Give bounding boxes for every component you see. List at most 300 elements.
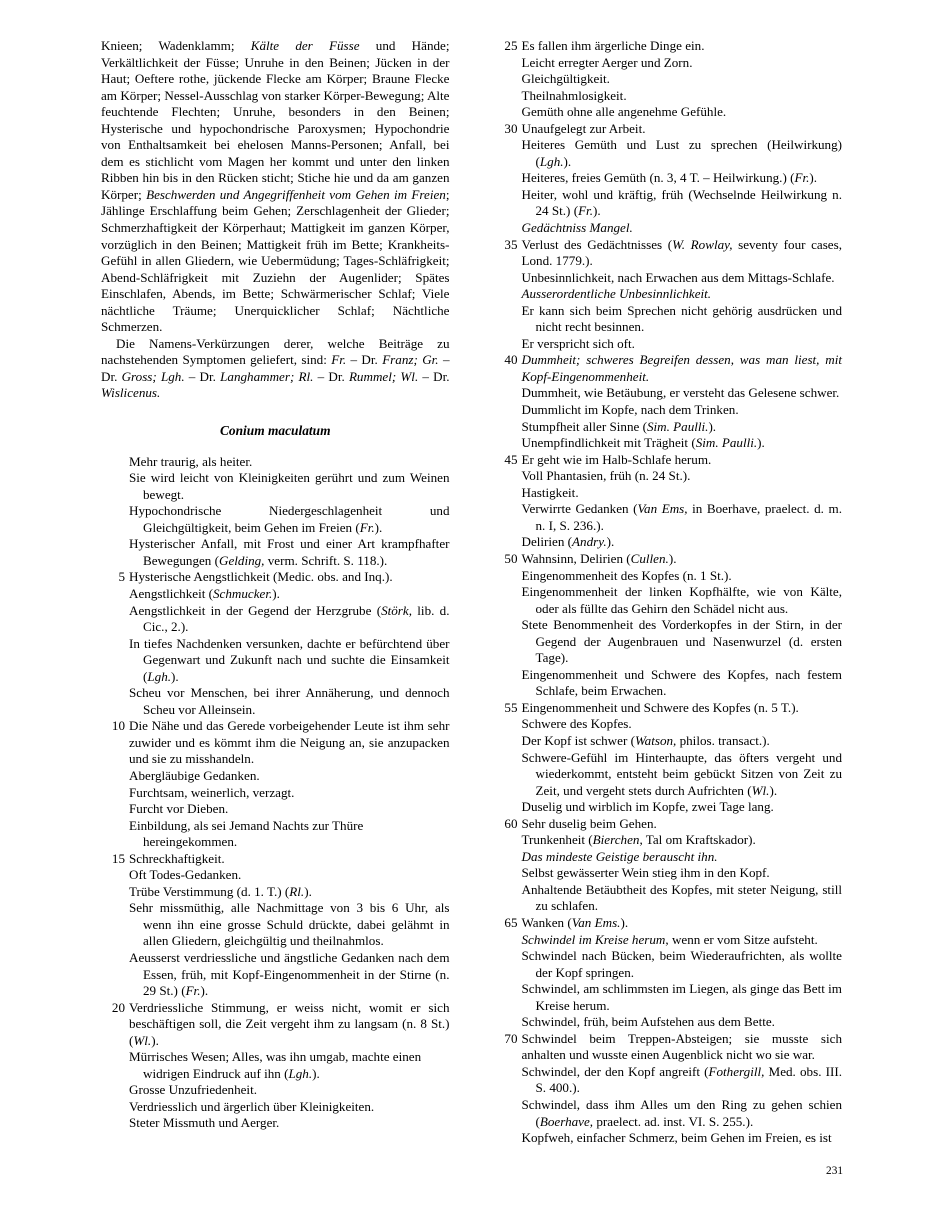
italic-run: Fr. — [331, 352, 347, 368]
text-run: Heiter, wohl und kräftig, früh (Wechselnde Heilwirkung n. 24 St.) ( — [521, 186, 842, 219]
italic-run: Bierchen, — [592, 832, 643, 848]
text-run: Sie wird leicht von Kleinigkeiten gerührt und zum Weinen bewegt. — [129, 470, 450, 502]
symptom-text — [522, 1064, 843, 1097]
symptom-number: 30 — [504, 120, 518, 136]
symptom-text — [522, 121, 843, 138]
symptom-text — [129, 470, 450, 503]
symptom-text — [522, 270, 843, 287]
symptom-text — [522, 1097, 843, 1130]
text-run: – Dr. — [101, 352, 450, 384]
text-run: Stumpfheit aller Sinne ( — [521, 418, 647, 434]
two-column-text-body — [101, 38, 842, 1147]
symptom-entry — [101, 685, 450, 718]
symptom-entry — [494, 534, 843, 551]
italic-run: Watson, — [634, 732, 677, 748]
symptom-entry — [494, 501, 843, 534]
text-run: Heiteres, freies Gemüth (n. 3, 4 T. – Heilwirkung.) ( — [521, 170, 795, 186]
italic-run: Boerhave, — [539, 1113, 594, 1129]
italic-run: Fr. — [794, 170, 810, 186]
symptom-number: 65 — [504, 914, 518, 930]
text-run: ). — [171, 668, 179, 684]
text-run: in Boerhave, praelect. d. m. n. I, S. 236.). — [535, 501, 842, 533]
symptom-number: 5 — [118, 569, 125, 585]
symptom-entry — [101, 454, 450, 471]
symptom-entry — [494, 485, 843, 502]
text-run: Sehr missmüthig, alle Nachmittage von 3 bis 6 Uhr, als wenn ihn eine grosse Schuld drückte, dabei gelähmt in allen Gliedern, gleichgültig und theilnahmlos. — [129, 900, 450, 949]
text-run: philos. transact.). — [676, 732, 770, 748]
left-intro-paragraphs — [101, 38, 450, 402]
text-run: Grosse Unzufriedenheit. — [129, 1082, 257, 1098]
symptom-text — [129, 884, 450, 901]
symptom-entry — [494, 170, 843, 187]
text-run: praelect. ad. inst. VI. S. 255.). — [593, 1113, 754, 1129]
symptom-entry — [494, 286, 843, 303]
symptom-entry — [494, 667, 843, 700]
left-symptom-list — [101, 454, 450, 1132]
italic-run: Das mindeste Geistige berauscht ihn. — [521, 848, 718, 864]
symptom-entry — [101, 470, 450, 503]
text-run: Schwindel, am schlimmsten im Liegen, als ginge das Bett im Kreise herum. — [521, 981, 842, 1013]
symptom-entry — [101, 1115, 450, 1132]
symptom-entry — [494, 88, 843, 105]
symptom-number: 50 — [504, 550, 518, 566]
symptom-text — [522, 865, 843, 882]
symptom-entry — [494, 55, 843, 72]
italic-run: Dummheit; schweres Begreifen dessen, was man liest, mit Kopf-Eingenommenheit. — [521, 352, 842, 384]
italic-run: Andry. — [572, 534, 607, 550]
symptom-number: 10 — [111, 718, 125, 734]
italic-run: Lgh. — [288, 1065, 313, 1081]
symptom-number: 25 — [504, 38, 518, 53]
symptom-entry — [494, 882, 843, 915]
text-run: Schwindel beim Treppen-Absteigen; sie musste sich anhalten und wusste einen Augenblick nicht wo sie war. — [521, 1030, 842, 1063]
symptom-entry — [494, 1064, 843, 1097]
symptom-entry — [494, 1014, 843, 1031]
symptom-entry — [494, 1097, 843, 1130]
symptom-entry — [101, 1099, 450, 1116]
symptom-number: 60 — [504, 815, 518, 831]
symptom-number: 40 — [504, 352, 518, 368]
symptom-entry — [494, 468, 843, 485]
italic-run: Gelding, — [219, 552, 265, 568]
text-run: – Dr. — [184, 368, 221, 384]
symptom-entry-numbered — [101, 1000, 450, 1050]
symptom-text — [522, 915, 843, 932]
symptom-tail-paragraph — [101, 38, 450, 336]
text-run: Der Kopf ist schwer ( — [521, 732, 635, 748]
symptom-entry — [494, 750, 843, 800]
symptom-text — [129, 503, 450, 536]
text-run: verm. Schrift. S. 118.). — [264, 552, 388, 568]
text-run: Furcht vor Dieben. — [129, 801, 229, 817]
symptom-entry — [494, 981, 843, 1014]
text-run: Voll Phantasien, früh (n. 24 St.). — [521, 468, 691, 484]
symptom-text — [522, 700, 843, 717]
symptom-text — [522, 38, 843, 55]
text-run: ). — [757, 435, 765, 451]
left-text-column — [101, 38, 450, 1147]
symptom-entry — [494, 402, 843, 419]
italic-run: Lgh. — [147, 668, 172, 684]
text-run: Aengstlichkeit in der Gegend der Herzgrube ( — [129, 602, 382, 618]
text-run: Tal om Kraftskador). — [642, 832, 756, 848]
symptom-text — [522, 419, 843, 436]
symptom-entry-numbered — [494, 816, 843, 833]
symptom-text — [129, 603, 450, 636]
symptom-text — [522, 55, 843, 72]
text-run: Theilnahmlosigkeit. — [521, 87, 627, 103]
symptom-entry-numbered — [101, 718, 450, 768]
text-run: In tiefes Nachdenken versunken, dachte er befürchtend über Gegenwart und Zukunft nach und suchte die Einsamkeit ( — [129, 635, 450, 684]
symptom-entry — [494, 71, 843, 88]
text-run: ). — [668, 550, 677, 566]
symptom-text — [129, 785, 450, 802]
italic-run: Wislicenus. — [101, 385, 161, 401]
text-run: Eingenommenheit und Schwere des Kopfes (n. 5 T.). — [521, 699, 799, 715]
symptom-text — [522, 882, 843, 915]
symptom-text — [522, 568, 843, 585]
text-run: Unaufgelegt zur Arbeit. — [521, 120, 646, 136]
symptom-entry — [494, 584, 843, 617]
symptom-entry-numbered — [101, 569, 450, 586]
italic-run: Fothergill, — [708, 1063, 765, 1079]
text-run: Eingenommenheit der linken Kopfhälfte, wie von Kälte, oder als füllte das Gehirn den Schädel nicht aus. — [521, 584, 842, 616]
text-run: ). — [200, 983, 209, 999]
italic-run: Cullen. — [630, 550, 669, 566]
text-run: ). — [606, 534, 615, 550]
text-run: – Dr. — [313, 368, 349, 384]
symptom-entry — [494, 1130, 843, 1147]
symptom-text — [522, 750, 843, 800]
symptom-entry — [494, 270, 843, 287]
symptom-entry — [101, 950, 450, 1000]
symptom-text — [522, 352, 843, 385]
text-run: Es fallen ihm ärgerliche Dinge ein. — [521, 38, 705, 53]
symptom-entry — [101, 586, 450, 603]
symptom-entry — [494, 336, 843, 353]
symptom-text — [522, 1130, 843, 1147]
text-run: ). — [563, 153, 572, 169]
text-run: – Dr. — [418, 368, 450, 384]
text-run: Verwirrte Gedanken ( — [521, 501, 638, 517]
right-symptom-list — [494, 38, 843, 1147]
symptom-entry-numbered — [494, 237, 843, 270]
text-run: Schwindel nach Bücken, beim Wiederaufrichten, als wollte der Kopf springen. — [521, 948, 842, 980]
text-run: Hastigkeit. — [521, 484, 579, 500]
italic-run: Sim. Paulli. — [646, 418, 709, 434]
symptom-text — [129, 569, 450, 586]
symptom-entry — [101, 867, 450, 884]
text-run: Die Namens-Verkürzungen derer, welche Beiträge zu nachstehenden Symptomen geliefert, sind: — [101, 335, 450, 368]
text-run: Unbesinnlichkeit, nach Erwachen aus dem Mittags-Schlafe. — [521, 269, 835, 285]
symptom-text — [522, 402, 843, 419]
text-run: Anhaltende Betäubtheit des Kopfes, mit steter Neigung, still zu schlafen. — [521, 881, 842, 914]
symptom-text — [522, 104, 843, 121]
symptom-text — [129, 454, 450, 471]
symptom-text — [522, 385, 843, 402]
italic-run: Sim. Paulli. — [695, 435, 758, 451]
text-run: Schwindel, der den Kopf angreift ( — [521, 1063, 709, 1079]
symptom-text — [522, 832, 843, 849]
symptom-entry — [101, 884, 450, 901]
symptom-entry — [101, 1082, 450, 1099]
text-run: , wenn er vom Sitze aufsteht. — [665, 931, 818, 947]
symptom-text — [129, 636, 450, 686]
italic-run: Lgh. — [539, 153, 564, 169]
symptom-text — [522, 816, 843, 833]
abbreviations-paragraph — [101, 336, 450, 402]
italic-run: Fr. — [359, 519, 375, 535]
symptom-entry — [101, 818, 450, 851]
symptom-text — [129, 1049, 450, 1082]
symptom-entry-numbered — [494, 38, 843, 55]
symptom-text — [522, 71, 843, 88]
text-run: ). — [620, 914, 629, 930]
italic-run: Van Ems. — [571, 914, 621, 930]
symptom-number: 15 — [111, 850, 125, 866]
text-run: Hysterische Aengstlichkeit (Medic. obs. and Inq.). — [129, 569, 393, 585]
symptom-text — [522, 948, 843, 981]
symptom-number: 20 — [111, 999, 125, 1015]
symptom-text — [522, 799, 843, 816]
text-run: ). — [769, 782, 778, 798]
symptom-entry — [494, 932, 843, 949]
symptom-text — [522, 981, 843, 1014]
italic-run: W. Rowlay, — [672, 236, 733, 252]
symptom-entry — [494, 419, 843, 436]
text-run: Gleichgültigkeit. — [521, 71, 610, 87]
text-run: Gemüth ohne alle angenehme Gefühle. — [521, 104, 727, 120]
symptom-text — [129, 851, 450, 868]
symptom-entry — [494, 849, 843, 866]
text-run: lib. d. Cic., 2.). — [143, 602, 450, 635]
symptom-text — [129, 801, 450, 818]
italic-run: Langhammer; Rl. — [220, 368, 314, 384]
italic-run: Franz; Gr. — [382, 352, 439, 368]
text-run: Oft Todes-Gedanken. — [129, 867, 242, 883]
symptom-entry — [494, 303, 843, 336]
text-run: – Dr. — [346, 352, 383, 368]
symptom-entry-numbered — [494, 915, 843, 932]
text-run: Duselig und wirblich im Kopfe, zwei Tage lang. — [521, 799, 774, 815]
symptom-entry — [494, 948, 843, 981]
text-run: und Hände; Verkältlichkeit der Füsse; Unruhe in den Beinen; Jücken in der Haut; Oeftere rothe, jückende Flecke am Körper; Braune Flecke am Körper; Nessel-Ausschlag von starker Körper-Bewegung; Alte feuchtende Flechten; Unruhe, besonders in den Beinen; Hysterische und hypochondrische Paroxysmen; Hypochondrie von Enthaltsamkeit bei ehelosen Manns-Personen; Anfall, bei dem es stichlicht vom Magen her kommt und unter den linken Ribben hin bis in den Rücken sticht; Stiche hie und da am ganzen Körper; — [101, 38, 450, 202]
symptom-entry — [494, 716, 843, 733]
symptom-entry — [494, 385, 843, 402]
symptom-text — [129, 536, 450, 569]
symptom-entry — [494, 568, 843, 585]
text-run: Trunkenheit ( — [521, 832, 593, 848]
italic-run: Van Ems, — [637, 501, 688, 517]
italic-run: Ausserordentliche Unbesinnlichkeit. — [521, 286, 712, 302]
symptom-entry — [494, 865, 843, 882]
symptom-entry — [494, 617, 843, 667]
text-run: Er kann sich beim Sprechen nicht gehörig ausdrücken und nicht recht besinnen. — [521, 302, 842, 335]
text-run: Aengstlichkeit ( — [129, 585, 213, 601]
symptom-text — [129, 586, 450, 603]
symptom-text — [522, 468, 843, 485]
symptom-entry — [101, 801, 450, 818]
text-run: Scheu vor Menschen, bei ihrer Annäherung, und dennoch Scheu vor Alleinsein. — [129, 685, 450, 717]
text-run: Furchtsam, weinerlich, verzagt. — [129, 784, 295, 800]
symptom-text — [522, 733, 843, 750]
symptom-text — [522, 187, 843, 220]
italic-run: Fr. — [578, 203, 593, 219]
text-run: Schwere-Gefühl im Hinterhaupte, das öfters vergeht und wiederkommt, entsteht beim gebückt Sitzen von Zeit zu Zeit, und vergeht stets durch Aufrichten ( — [521, 749, 842, 798]
text-run: Verlust des Gedächtnisses ( — [521, 236, 673, 252]
text-run: Hypochondrische Niedergeschlagenheit und Gleichgültigkeit, beim Gehen im Freien ( — [129, 503, 450, 535]
symptom-entry-numbered — [494, 551, 843, 568]
symptom-text — [522, 667, 843, 700]
italic-run: Schmucker. — [213, 585, 273, 601]
symptom-entry-numbered — [494, 121, 843, 138]
symptom-text — [522, 220, 843, 237]
text-run: Heiteres Gemüth und Lust zu sprechen (Heilwirkung) ( — [521, 137, 842, 169]
symptom-entry-numbered — [494, 352, 843, 385]
text-run: Leicht erregter Aerger und Zorn. — [521, 54, 693, 70]
symptom-text — [522, 435, 843, 452]
symptom-number: 70 — [504, 1030, 518, 1046]
text-run: Kopfweh, einfacher Schmerz, beim Gehen im Freien, es ist — [521, 1130, 832, 1146]
text-run: Trübe Verstimmung (d. 1. T.) ( — [129, 883, 290, 899]
text-run: Er verspricht sich oft. — [521, 335, 635, 351]
symptom-text — [129, 1115, 450, 1132]
right-text-column — [494, 38, 843, 1147]
text-run: Delirien ( — [521, 534, 573, 550]
text-run: Schwindel, dass ihm Alles um den Ring zu gehen schien ( — [521, 1097, 842, 1129]
text-run: Stete Benommenheit des Vorderkopfes in der Stirn, in der Gegend der Augenbrauen und Nasenwurzel (d. ersten Tage). — [521, 617, 842, 666]
symptom-text — [129, 900, 450, 950]
text-run: Dummlicht im Kopfe, nach dem Trinken. — [521, 402, 739, 418]
symptom-text — [522, 534, 843, 551]
symptom-entry — [101, 785, 450, 802]
text-run: Schwindel, früh, beim Aufstehen aus dem Bette. — [521, 1014, 775, 1030]
italic-run: Beschwerden und Angegriffenheit vom Gehen im Freien — [146, 186, 446, 202]
text-run: ). — [592, 203, 601, 219]
symptom-text — [129, 685, 450, 718]
symptom-text — [522, 551, 843, 568]
text-run: ). — [151, 1032, 159, 1048]
symptom-text — [129, 818, 450, 851]
symptom-number: 35 — [504, 236, 518, 252]
italic-run: Fr. — [185, 983, 201, 999]
symptom-entry-numbered — [494, 700, 843, 717]
symptom-text — [522, 336, 843, 353]
text-run: Aeusserst verdriessliche und ängstliche Gedanken nach dem Essen, früh, mit Kopf-Eingenommenheit in der Stirne (n. 29 St.) ( — [129, 949, 450, 999]
text-run: Steter Missmuth und Aerger. — [129, 1115, 280, 1131]
symptom-text — [129, 867, 450, 884]
text-run: Verdriesslich und ärgerlich über Kleinigkeiten. — [129, 1098, 375, 1114]
symptom-entry — [494, 799, 843, 816]
text-run: ). — [312, 1065, 320, 1081]
symptom-text — [522, 617, 843, 667]
italic-run: Störk, — [381, 602, 412, 618]
symptom-text — [522, 584, 843, 617]
text-run: Abergläubige Gedanken. — [129, 767, 260, 783]
text-run: ; Jählinge Erschlaffung beim Gehen; Zerschlagenheit der Glieder; Schmerzhaftigkeit der Körperhaut; Mattigkeit im ganzen Körper, vorzüglich in den Beinen; Mattigkeit früh im Bette; Krankheits-Gefühl in allen Gliedern, wie Uebermüdung; Tages-Schläfrigkeit; Abend-Schläfrigkeit mit Zuziehn der Augenlider; Spätes Einschlafen, Abends, im Bette; Schwärmerischer Schlaf; Viele nächtliche Träume; Unerquicklicher Schlaf; Nächtliche Schmerzen. — [101, 186, 450, 335]
text-run: Schwere des Kopfes. — [521, 716, 632, 732]
symptom-entry — [494, 435, 843, 452]
symptom-entry — [494, 187, 843, 220]
symptom-text — [522, 485, 843, 502]
symptom-text — [129, 1099, 450, 1116]
text-run: ). — [374, 519, 383, 535]
italic-run: Wl. — [133, 1032, 152, 1048]
italic-run: Rummel; Wl. — [348, 368, 419, 384]
text-run: Mürrisches Wesen; Alles, was ihn umgab, machte einen widrigen Eindruck auf ihn ( — [129, 1049, 422, 1081]
symptom-entry — [101, 636, 450, 686]
symptom-text — [129, 1082, 450, 1099]
text-run: Die Nähe und das Gerede vorbeigehender Leute ist ihm sehr zuwider und es kömmt ihm die Neigung an, sie anzupacken und sie zu misshandeln. — [129, 718, 450, 767]
symptom-entry — [101, 603, 450, 636]
symptom-entry — [494, 137, 843, 170]
symptom-entry — [494, 220, 843, 237]
symptom-entry — [494, 733, 843, 750]
italic-run: Kälte der Füsse — [250, 38, 360, 53]
symptom-text — [522, 849, 843, 866]
symptom-entry — [101, 1049, 450, 1082]
text-run: Mehr traurig, als heiter. — [129, 453, 253, 469]
text-run: ). — [809, 170, 818, 186]
text-run: Med. obs. III. S. 400.). — [535, 1063, 842, 1096]
text-run: Eingenommenheit des Kopfes (n. 1 St.). — [521, 567, 732, 583]
text-run: Er geht wie im Halb-Schlafe herum. — [521, 451, 712, 467]
section-heading: Conium maculatum — [219, 423, 331, 439]
symptom-entry — [494, 832, 843, 849]
text-run: Knieen; Wadenklamm; — [101, 38, 251, 53]
symptom-text — [522, 1014, 843, 1031]
symptom-text — [522, 237, 843, 270]
symptom-text — [522, 501, 843, 534]
text-run: Verdriessliche Stimmung, er weiss nicht, womit er sich beschäftigen soll, die Zeit vergeht ihm zu langsam (n. 8 St.) ( — [129, 999, 450, 1048]
text-run: Wahnsinn, Delirien ( — [521, 550, 631, 566]
text-run: ). — [708, 418, 717, 434]
symptom-text — [522, 716, 843, 733]
italic-run: Wl. — [751, 782, 770, 798]
symptom-number: 55 — [504, 699, 518, 715]
symptom-entry — [101, 768, 450, 785]
text-run: Sehr duselig beim Gehen. — [521, 815, 657, 831]
text-run: Eingenommenheit und Schwere des Kopfes, nach festem Schlafe, beim Erwachen. — [521, 666, 842, 699]
text-run: Selbst gewässerter Wein stieg ihm in den Kopf. — [521, 865, 770, 881]
italic-run: Schwindel im Kreise herum — [521, 931, 666, 947]
symptom-text — [522, 286, 843, 303]
text-run: Einbildung, als sei Jemand Nachts zur Thüre hereingekommen. — [129, 817, 364, 850]
text-run: Hysterischer Anfall, mit Frost und einer Art krampfhafter Bewegungen ( — [129, 536, 450, 568]
symptom-entry — [101, 900, 450, 950]
symptom-text — [522, 88, 843, 105]
symptom-text — [129, 718, 450, 768]
symptom-text — [129, 768, 450, 785]
symptom-text — [522, 170, 843, 187]
text-run: Wanken ( — [521, 914, 572, 930]
symptom-text — [129, 1000, 450, 1050]
page-number: 231 — [826, 1165, 843, 1177]
text-run: ). — [304, 883, 312, 899]
symptom-text — [522, 137, 843, 170]
text-run: Unempfindlichkeit mit Trägheit ( — [521, 435, 696, 451]
symptom-number: 45 — [504, 451, 518, 467]
symptom-text — [522, 303, 843, 336]
symptom-entry-numbered — [101, 851, 450, 868]
symptom-text — [522, 452, 843, 469]
symptom-text — [522, 932, 843, 949]
italic-run: Gedächtniss Mangel. — [521, 220, 633, 236]
symptom-text — [522, 1031, 843, 1064]
italic-run: Rl. — [289, 883, 305, 899]
symptom-text — [129, 950, 450, 1000]
symptom-entry — [101, 503, 450, 536]
